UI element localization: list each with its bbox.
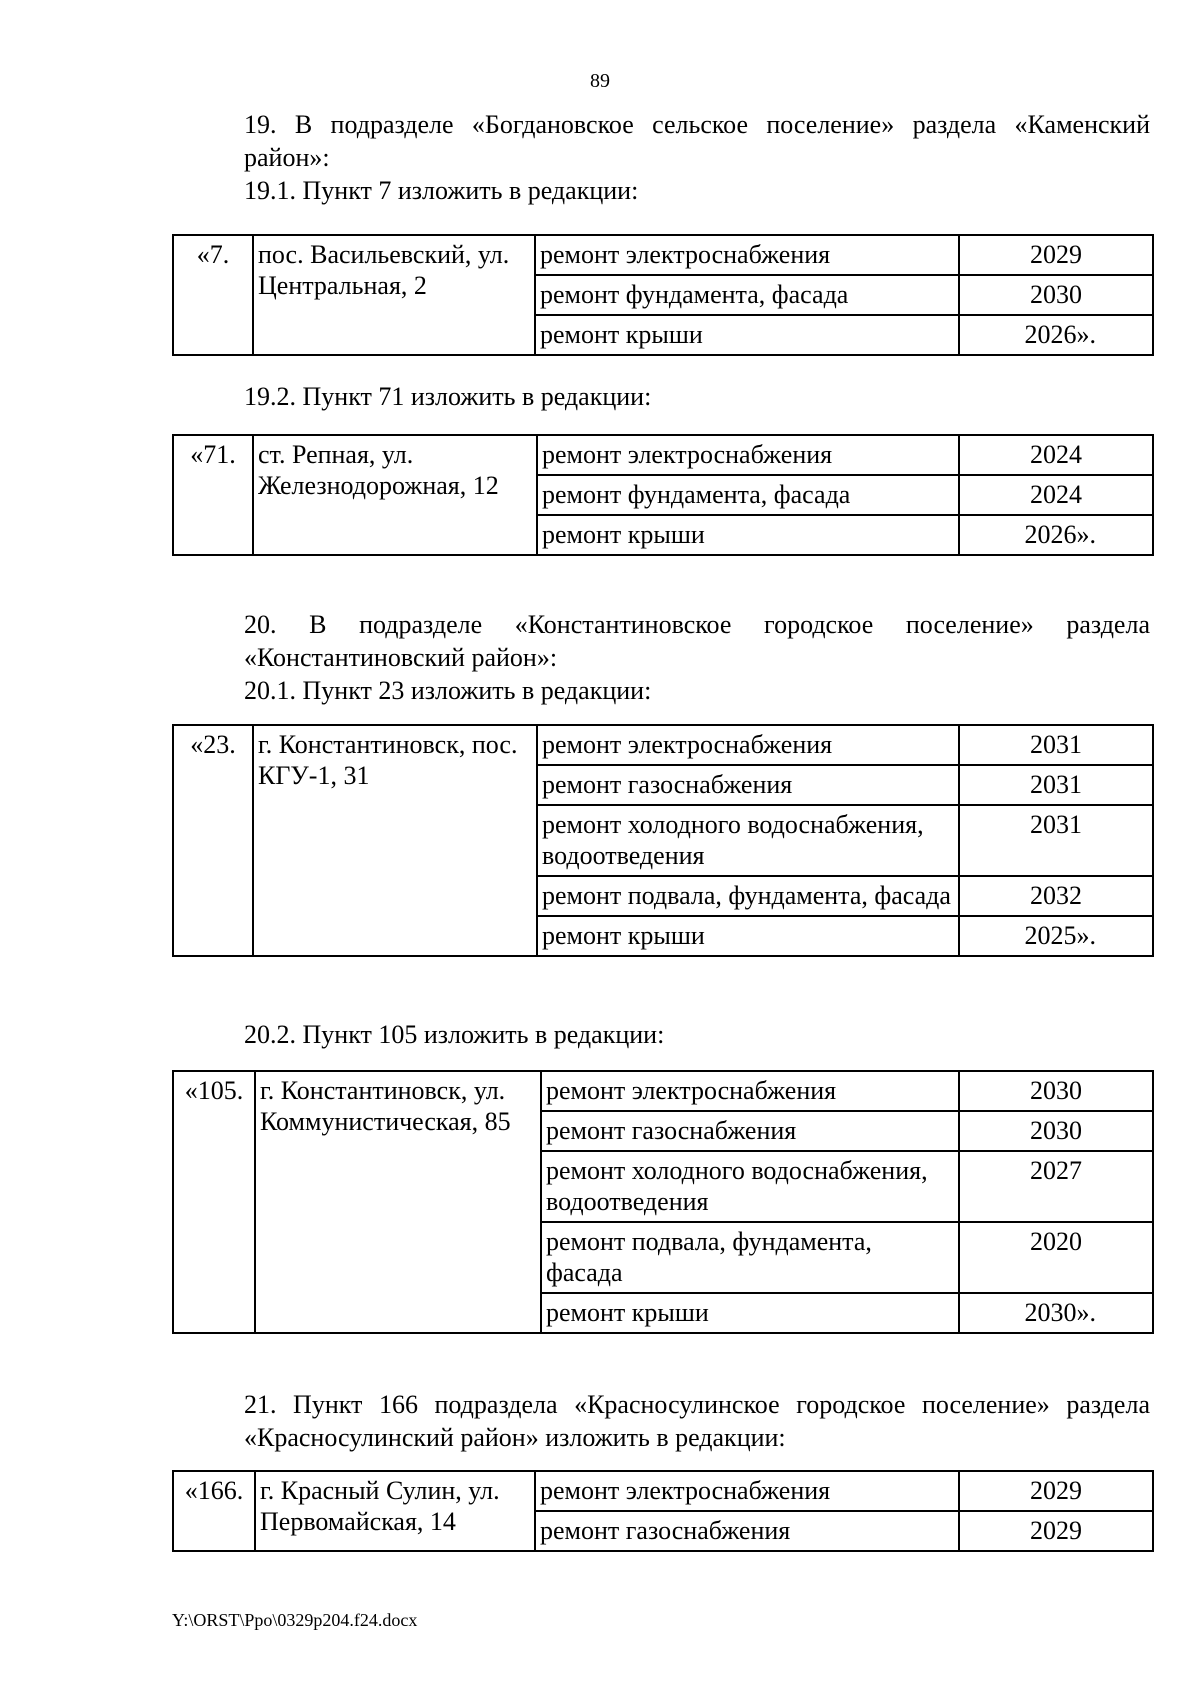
work-type: ремонт электроснабжения: [537, 725, 959, 765]
work-type: ремонт фундамента, фасада: [535, 275, 959, 315]
work-year: 2030».: [959, 1293, 1153, 1333]
work-year: 2026».: [959, 315, 1153, 355]
work-year: 2032: [959, 876, 1153, 916]
item-number: «166.: [173, 1471, 255, 1551]
table-row: [173, 1071, 1153, 1111]
table-20-2: [172, 1070, 1154, 1334]
work-type: ремонт подвала, фундамента, фасада: [541, 1222, 959, 1293]
work-year: 2030: [959, 1111, 1153, 1151]
item-number: «23.: [173, 725, 253, 956]
work-type: ремонт фундамента, фасада: [537, 475, 959, 515]
item-address: ст. Репная, ул. Железнодорожная, 12: [253, 435, 537, 555]
work-year: 2031: [959, 765, 1153, 805]
work-type: ремонт холодного водоснабжения, водоотведения: [541, 1151, 959, 1222]
work-year: 2031: [959, 725, 1153, 765]
work-year: 2020: [959, 1222, 1153, 1293]
section-19-2-heading: 19.2. Пункт 71 изложить в редакции:: [244, 382, 652, 411]
work-type: ремонт холодного водоснабжения, водоотведения: [537, 805, 959, 876]
work-type: ремонт электроснабжения: [535, 235, 959, 275]
work-type: ремонт электроснабжения: [541, 1071, 959, 1111]
item-address: пос. Васильевский, ул. Центральная, 2: [253, 235, 535, 355]
item-number: «105.: [173, 1071, 255, 1333]
item-number: «71.: [173, 435, 253, 555]
work-year: 2026».: [959, 515, 1153, 555]
item-address: г. Константиновск, ул. Коммунистическая, 85: [255, 1071, 541, 1333]
work-type: ремонт крыши: [541, 1293, 959, 1333]
item-address: г. Константиновск, пос. КГУ-1, 31: [253, 725, 537, 956]
work-year: 2024: [959, 435, 1153, 475]
table-row: [173, 235, 1153, 275]
work-year: 2024: [959, 475, 1153, 515]
table-19-1: [172, 234, 1154, 356]
file-path-footer: Y:\ORST\Ppo\0329p204.f24.docx: [172, 1610, 418, 1630]
section-19-1-heading: 19.1. Пункт 7 изложить в редакции:: [244, 176, 639, 205]
work-year: 2027: [959, 1151, 1153, 1222]
work-type: ремонт газоснабжения: [537, 765, 959, 805]
work-year: 2029: [959, 235, 1153, 275]
item-number: «7.: [173, 235, 253, 355]
item-address: г. Красный Сулин, ул. Первомайская, 14: [255, 1471, 535, 1551]
section-20-2-heading: 20.2. Пункт 105 изложить в редакции:: [244, 1020, 665, 1049]
work-type: ремонт крыши: [537, 916, 959, 956]
page-number: 89: [590, 70, 610, 92]
work-year: 2029: [959, 1511, 1153, 1551]
work-year: 2029: [959, 1471, 1153, 1511]
work-type: ремонт крыши: [537, 515, 959, 555]
work-year: 2025».: [959, 916, 1153, 956]
table-row: [173, 725, 1153, 765]
section-20-1-heading: 20.1. Пункт 23 изложить в редакции:: [244, 676, 652, 705]
work-year: 2030: [959, 1071, 1153, 1111]
work-type: ремонт газоснабжения: [535, 1511, 959, 1551]
work-type: ремонт подвала, фундамента, фасада: [537, 876, 959, 916]
table-19-2: [172, 434, 1154, 556]
work-year: 2030: [959, 275, 1153, 315]
table-21: [172, 1470, 1154, 1552]
section-21-intro: 21. Пункт 166 подраздела «Красносулинское городское поселение» раздела «Красносулинский район» изложить в редакции:: [244, 1390, 1150, 1452]
work-type: ремонт газоснабжения: [541, 1111, 959, 1151]
table-row: [173, 435, 1153, 475]
work-type: ремонт крыши: [535, 315, 959, 355]
work-type: ремонт электроснабжения: [537, 435, 959, 475]
section-19-intro: 19. В подразделе «Богдановское сельское поселение» раздела «Каменский район»:: [244, 110, 1150, 172]
table-20-1: [172, 724, 1154, 957]
table-row: [173, 1471, 1153, 1511]
section-20-intro: 20. В подразделе «Константиновское городское поселение» раздела «Константиновский район»:: [244, 610, 1150, 672]
work-year: 2031: [959, 805, 1153, 876]
work-type: ремонт электроснабжения: [535, 1471, 959, 1511]
